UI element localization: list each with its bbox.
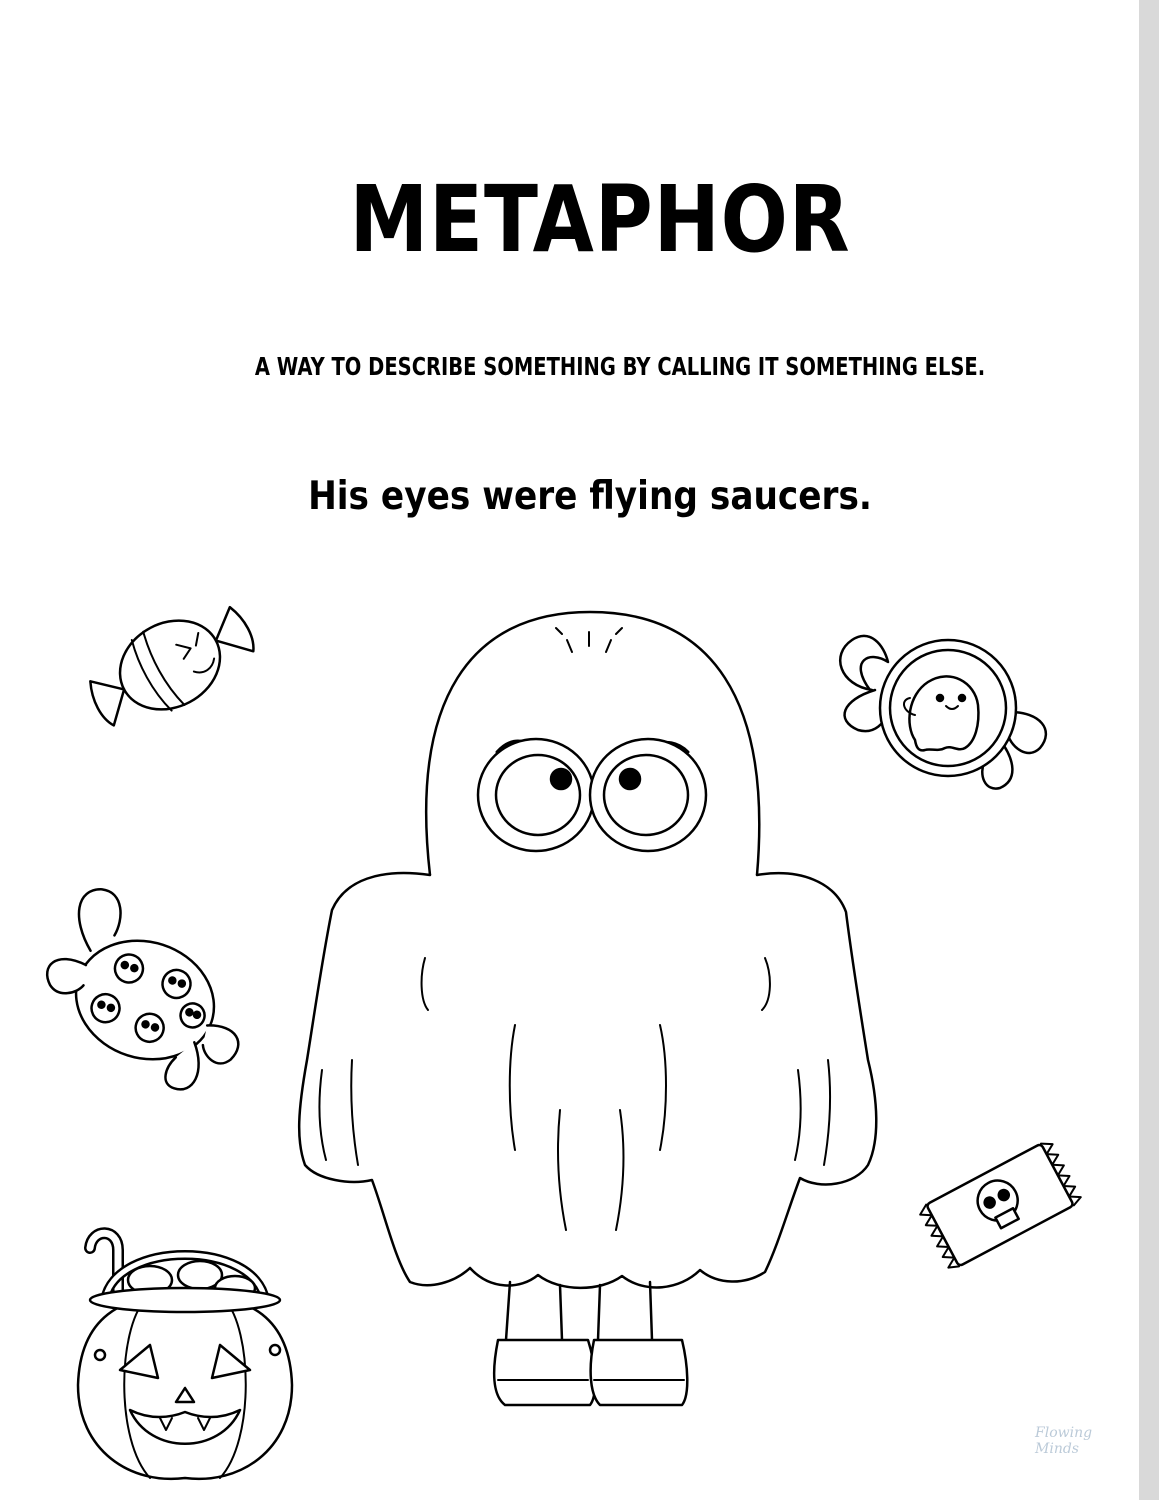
page-title: METAPHOR [349,166,851,273]
skull-candy-bar-icon [917,1139,1082,1271]
striped-candy-icon [76,588,266,742]
ghost-costume-kid-icon [299,612,876,1405]
watermark-logo: Flowing Minds [1035,1425,1093,1457]
example-sentence: His eyes were flying saucers. [308,474,872,519]
pumpkin-basket-icon [78,1233,292,1479]
ghost-candy-icon [840,636,1046,789]
definition-text: A WAY TO DESCRIBE SOMETHING BY CALLING IT SOMETHING ELSE. [254,352,986,381]
page-edge-strip [1139,0,1159,1500]
skull-candy-icon [25,881,272,1104]
